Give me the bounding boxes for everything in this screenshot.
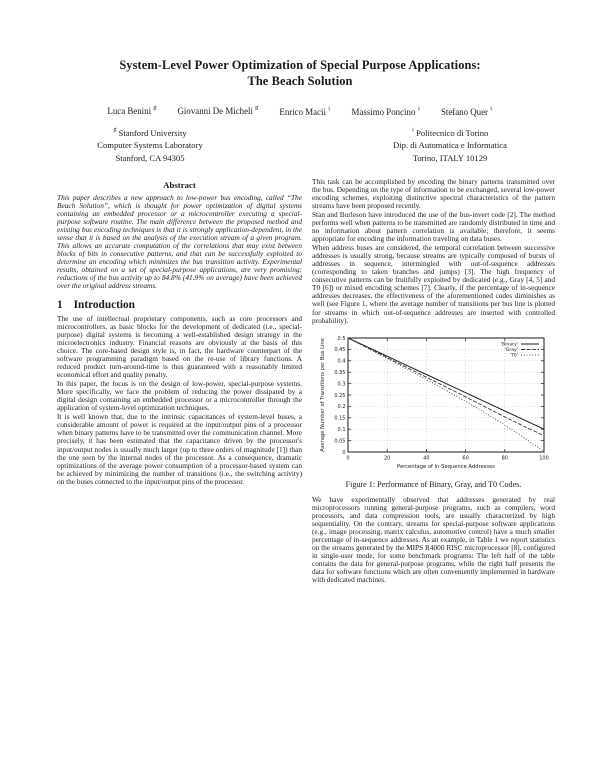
- author: Enrico Macii ♮: [279, 105, 331, 117]
- svg-text:0.5: 0.5: [337, 335, 345, 342]
- affiliation-torino: ♮ Politecnico di Torino Dip. di Automatica e Informatica Torino, ITALY 10129: [393, 126, 507, 164]
- svg-text:0.25: 0.25: [333, 392, 345, 399]
- author-mark: ♮: [490, 105, 493, 113]
- right-paragraph-4: We have experimentally observed that addresses generated by real microprocessors running general-purpose programs, such as compilers, word processors, and data compression tools, are usually characterized by high sequentiality. On the contrary, streams for special-purpose software applications (e.g., image processing, matrix calculus, automotive control) have a much smaller percentage of in-sequence addresses. As an example, in Table 1 we report statistics on the streams generated by the MIPS R4000 RISC microprocessor [8], configured in single-user mode, for some benchmark programs: The left half of the table contains the data for general-purpose programs, while the right half presents the data for software functions which are often conveniently implemented in hardware with dedicated machines.: [312, 494, 555, 584]
- svg-text:20: 20: [383, 455, 390, 462]
- svg-text:Average Number of Transitions: Average Number of Transitions per Bus Line: [319, 337, 326, 452]
- author-mark: ♮: [328, 105, 331, 113]
- abstract-text: This paper describes a new approach to low-power bus encoding, called “The Beach Solution”, which is thought for power optimization of digital systems containing an embedded processor or a microcontroller executing a special-purpose software routine. The main difference between the proposed method and existing bus encoding techniques is that it is strongly application-dependent, in the sense that it is based on the analysis of the execution stream of a given program. This allows an accurate computation of the correlations that may exist between blocks of bits in consecutive patterns, and that can be successfully exploited to determine an encoding which minimizes the bus transition activity. Experimental results, obtained on a set of special-purpose applications, are very promising; reductions of the bus activity up to 84.8% (41.9% on average) have been achieved over the original address streams.: [57, 193, 302, 291]
- author-mark: ♯: [153, 104, 157, 112]
- right-paragraph-1: This task can be accomplished by encoding the binary patterns transmitted over the bus. Depending on the type of information to be exchanged, several low-power encoding schemes, exploiting distinctive spectral characteristics of the pattern streams have been proposed recently.: [312, 177, 555, 211]
- affiliation-stanford: ♯ Stanford University Computer Systems Laboratory Stanford, CA 94305: [97, 126, 203, 164]
- paper-title-line2: The Beach Solution: [247, 74, 353, 89]
- affiliations: [0, 126, 600, 166]
- svg-text:0: 0: [341, 449, 345, 456]
- svg-text:60: 60: [461, 455, 469, 462]
- svg-text:0.35: 0.35: [333, 369, 345, 376]
- svg-text:0.2: 0.2: [337, 403, 345, 410]
- svg-text:0.3: 0.3: [337, 380, 345, 387]
- svg-text:0.15: 0.15: [333, 415, 345, 422]
- author: Luca Benini ♯: [107, 104, 157, 116]
- figure1-line-chart: [316, 331, 552, 477]
- affiliation-mark: ♯: [113, 126, 117, 134]
- svg-text:100: 100: [538, 455, 549, 462]
- affiliation-mark: ♮: [411, 126, 414, 134]
- svg-text:80: 80: [501, 455, 508, 462]
- intro-paragraph-1: The use of intellectual proprietary components, such as core processors and microcontrollers, as basic blocks for the development of dedicated (i.e., special-purpose) digital systems is becoming a well-established design strategy in the microelectronics industry. Financial reasons are obviously at the basis of this choice. The core-based design style is, in fact, the hardware counterpart of the software programming paradigm based on the re-use of library functions. A reduced product turn-around-time is thus guaranteed with a reasonably limited economical effort and quality penalty.: [57, 314, 302, 380]
- author-list: [0, 105, 600, 117]
- author-mark: ♮: [417, 105, 420, 113]
- right-paragraph-2: Stan and Burleson have introduced the use of the bus-invert code [2]. The method performs well when patterns to be transmitted are randomly distributed in time and no information about pattern correlation is available; therefore, it seems appropriate for encoding the information traveling on data buses.: [312, 210, 555, 244]
- two-column-body: [0, 165, 600, 584]
- svg-text:'Gray': 'Gray': [503, 347, 518, 353]
- svg-text:'Binary': 'Binary': [500, 342, 518, 348]
- abstract-heading: Abstract: [163, 180, 196, 191]
- svg-text:0: 0: [345, 455, 350, 462]
- svg-text:0.05: 0.05: [333, 437, 345, 444]
- figure1: [312, 331, 555, 477]
- intro-paragraph-2: In this paper, the focus is on the design of low-power, special-purpose systems. More specifically, we face the problem of reducing the power dissipated by a digital design containing an embedded processor or a microcontroller through the application of system-level optimization techniques.: [57, 379, 302, 413]
- svg-text:0.45: 0.45: [333, 346, 345, 353]
- svg-text:'T0': 'T0': [509, 353, 518, 359]
- section-heading-introduction: 1 Introduction: [57, 299, 135, 312]
- right-paragraph-3: When address buses are considered, the temporal correlation between successive addresses is usually strong, because streams are typically composed of bursts of addresses in sequence, intermingled with out-of-sequence addresses (corresponding to taken branches and jumps) [3]. The high frequency of consecutive patterns can be fruitfully exploited by dedicated (e.g., Gray [4, 5] and T0 [6]) or mixed encoding schemes [7]. Clearly, if the percentage of in-sequence addresses decreases, the effectiveness of the aforementioned codes diminishes as well (see Figure 1, where the average number of transitions per bus line is plotted for streams in which out-of-sequence addresses are inserted with controlled probability).: [312, 243, 555, 325]
- author: Massimo Poncino ♮: [351, 105, 420, 117]
- author: Stefano Quer ♮: [440, 105, 493, 117]
- svg-text:Percentage of In-Sequence Addr: Percentage of In-Sequence Addresses: [396, 463, 495, 470]
- figure1-caption: Figure 1: Performance of Binary, Gray, and T0 Codes.: [345, 479, 522, 489]
- svg-text:0.1: 0.1: [337, 426, 345, 433]
- author-mark: ♯: [255, 104, 259, 112]
- svg-text:40: 40: [422, 455, 430, 462]
- paper-title: [0, 0, 600, 90]
- left-column: [57, 178, 302, 584]
- intro-paragraph-3: It is well known that, due to the intrinsic capacitances of system-level buses, a considerable amount of power is required at the input/output pins of a processor when binary patterns have to be transmitted over the communication channel. More precisely, it has been estimated that the capacitance driven by the processor's input/output nodes is usually much larger (up to three orders of magnitude [1]) than the one seen by the internal nodes of the processor. As a consequence, dramatic optimizations of the average power consumption of a processor-based system can be achieved by minimizing the number of transitions (i.e., the switching activity) on the buses connected to the input/output pins of the processor.: [57, 412, 302, 486]
- paper-title-line1: System-Level Power Optimization of Special Purpose Applications:: [119, 58, 481, 72]
- svg-text:0.4: 0.4: [337, 358, 345, 365]
- right-column: [312, 178, 555, 584]
- author: Giovanni De Micheli ♯: [177, 104, 259, 116]
